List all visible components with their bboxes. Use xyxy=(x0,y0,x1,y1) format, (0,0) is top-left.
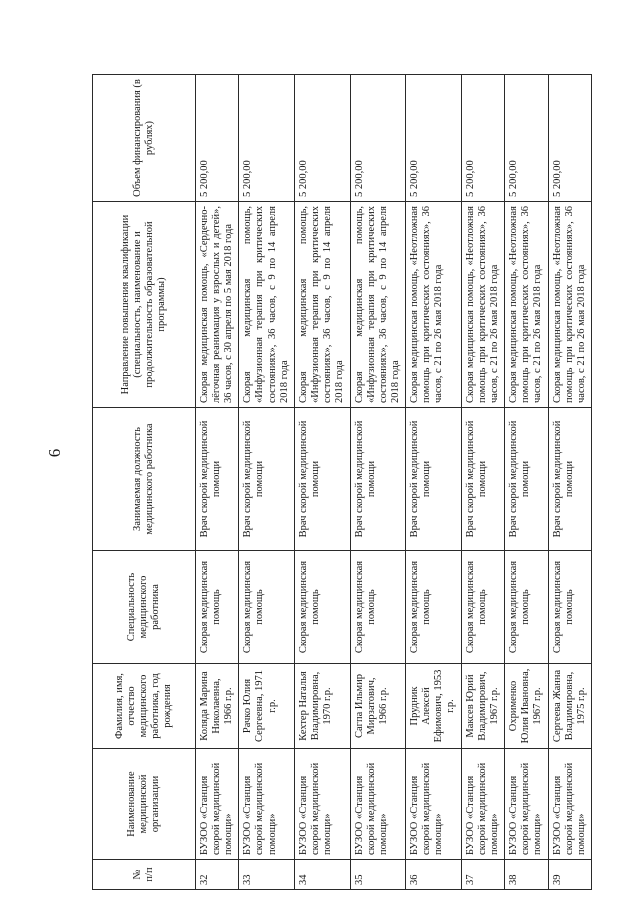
cell-direction: Скорая медицинская помощь, «Инфузионная терапия при критических состояниях», 36 часов, с 9 по 14 апреля 2018 года xyxy=(239,202,295,408)
cell-direction: Скорая медицинская помощь, «Неотложная помощь при критических состояниях», 36 часов, с 21 по 26 мая 2018 года xyxy=(406,202,462,408)
cell-amount: 5 200,00 xyxy=(548,75,591,202)
cell-position: Врач скорой медицинской помощи xyxy=(196,408,239,551)
page-number: 6 xyxy=(45,448,64,458)
cell-person: Охрименко Юлия Ивановна, 1967 г.р. xyxy=(505,664,548,749)
cell-amount: 5 200,00 xyxy=(461,75,504,202)
header-num: № п/п xyxy=(93,860,196,890)
table-row xyxy=(350,75,406,890)
cell-specialty: Скорая медицинская помощь xyxy=(294,551,350,664)
cell-num: 36 xyxy=(406,860,462,890)
cell-num: 37 xyxy=(461,860,504,890)
cell-direction: Скорая медицинская помощь, «Неотложная помощь при критических состояниях», 36 часов, с 21 по 26 мая 2018 года xyxy=(461,202,504,408)
cell-specialty: Скорая медицинская помощь xyxy=(461,551,504,664)
cell-position: Врач скорой медицинской помощи xyxy=(505,408,548,551)
cell-specialty: Скорая медицинская помощь xyxy=(196,551,239,664)
cell-specialty: Скорая медицинская помощь xyxy=(505,551,548,664)
cell-specialty: Скорая медицинская помощь xyxy=(350,551,406,664)
cell-position: Врач скорой медицинской помощи xyxy=(239,408,295,551)
cell-direction: Скорая медицинская помощь, «Инфузионная терапия при критических состояниях», 36 часов, с 9 по 14 апреля 2018 года xyxy=(294,202,350,408)
cell-amount: 5 200,00 xyxy=(350,75,406,202)
header-person: Фамилия, имя, отчество медицинского работника, год рождения xyxy=(93,664,196,749)
header-specialty: Специальность медицинского работника xyxy=(93,551,196,664)
cell-num: 38 xyxy=(505,860,548,890)
cell-specialty: Скорая медицинская помощь xyxy=(406,551,462,664)
cell-person: Сагпа Ильмир Мирзатович, 1966 г.р. xyxy=(350,664,406,749)
cell-org: БУЗОО «Станция скорой медицинской помощи» xyxy=(548,749,591,860)
rotated-page-content xyxy=(92,75,592,890)
header-org: Наименование медицинской организации xyxy=(93,749,196,860)
header-amount: Объем финансирования (в рублях) xyxy=(93,75,196,202)
cell-org: БУЗОО «Станция скорой медицинской помощи» xyxy=(294,749,350,860)
cell-direction: Скорая медицинская помощь, «Сердечно-лёгочная реанимация у взрослых и детей», 36 часов, с 30 апреля по 5 мая 2018 года xyxy=(196,202,239,408)
cell-position: Врач скорой медицинской помощи xyxy=(350,408,406,551)
training-funding-table xyxy=(92,74,592,890)
cell-amount: 5 200,00 xyxy=(239,75,295,202)
cell-org: БУЗОО «Станция скорой медицинской помощи» xyxy=(239,749,295,860)
cell-num: 34 xyxy=(294,860,350,890)
cell-amount: 5 200,00 xyxy=(196,75,239,202)
cell-position: Врач скорой медицинской помощи xyxy=(461,408,504,551)
cell-org: БУЗОО «Станция скорой медицинской помощи» xyxy=(461,749,504,860)
cell-specialty: Скорая медицинская помощь xyxy=(548,551,591,664)
cell-amount: 5 200,00 xyxy=(505,75,548,202)
cell-person: Рачко Юлия Сергеевна, 1971 г.р. xyxy=(239,664,295,749)
cell-person: Сергеева Жанна Владимировна, 1975 г.р. xyxy=(548,664,591,749)
cell-person: Кехтер Наталья Владимировна, 1970 г.р. xyxy=(294,664,350,749)
cell-amount: 5 200,00 xyxy=(294,75,350,202)
table-row xyxy=(196,75,239,890)
cell-direction: Скорая медицинская помощь, «Неотложная помощь при критических состояниях», 36 часов, с 21 по 26 мая 2018 года xyxy=(548,202,591,408)
cell-position: Врач скорой медицинской помощи xyxy=(294,408,350,551)
cell-person: Коляда Марина Николаевна, 1966 г.р. xyxy=(196,664,239,749)
cell-person: Прудник Алексей Ефимович, 1953 г.р. xyxy=(406,664,462,749)
cell-num: 35 xyxy=(350,860,406,890)
cell-person: Максев Юрий Владимирович, 1967 г.р. xyxy=(461,664,504,749)
header-position: Занимаемая должность медицинского работника xyxy=(93,408,196,551)
table-row xyxy=(239,75,295,890)
cell-direction: Скорая медицинская помощь, «Инфузионная терапия при критических состояниях», 36 часов, с 9 по 14 апреля 2018 года xyxy=(350,202,406,408)
cell-num: 33 xyxy=(239,860,295,890)
cell-org: БУЗОО «Станция скорой медицинской помощи» xyxy=(505,749,548,860)
cell-num: 39 xyxy=(548,860,591,890)
cell-org: БУЗОО «Станция скорой медицинской помощи» xyxy=(350,749,406,860)
cell-amount: 5 200,00 xyxy=(406,75,462,202)
table-row xyxy=(461,75,504,890)
cell-org: БУЗОО «Станция скорой медицинской помощи» xyxy=(406,749,462,860)
header-direction: Направление повышения квалификации (специальность, наименование и продолжительность образовательной программы) xyxy=(93,202,196,408)
cell-specialty: Скорая медицинская помощь xyxy=(239,551,295,664)
table-row xyxy=(294,75,350,890)
cell-position: Врач скорой медицинской помощи xyxy=(548,408,591,551)
table-row xyxy=(406,75,462,890)
table-row xyxy=(505,75,548,890)
cell-position: Врач скорой медицинской помощи xyxy=(406,408,462,551)
cell-num: 32 xyxy=(196,860,239,890)
table-header-row xyxy=(93,75,196,890)
cell-org: БУЗОО «Станция скорой медицинской помощи» xyxy=(196,749,239,860)
table-row xyxy=(548,75,591,890)
cell-direction: Скорая медицинская помощь, «Неотложная помощь при критических состояниях», 36 часов, с 21 по 26 мая 2018 года xyxy=(505,202,548,408)
